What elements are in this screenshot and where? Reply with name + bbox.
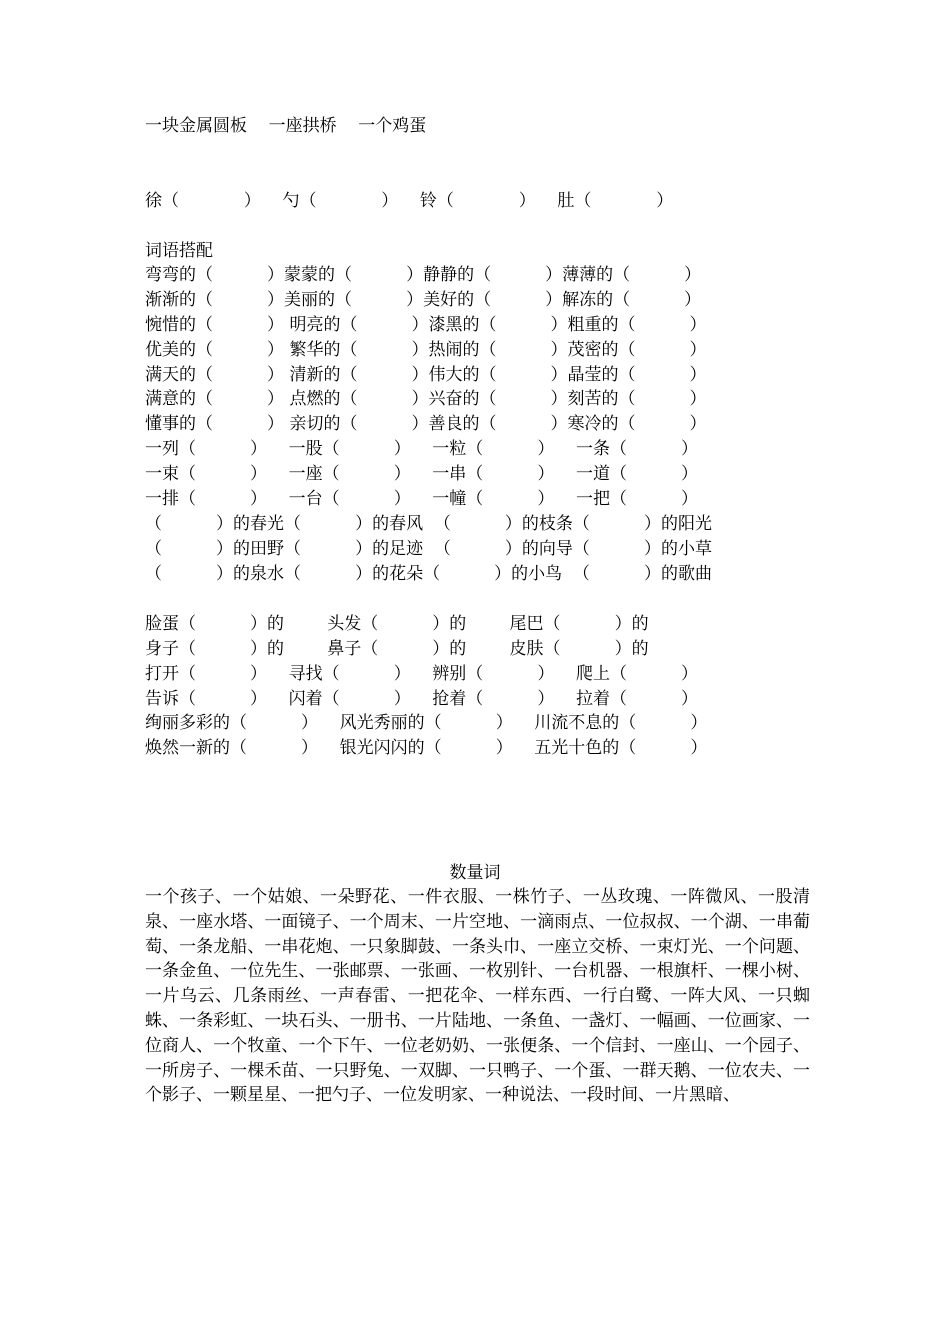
word-matching-row: 满天的（ ） 清新的（ ）伟大的（ ）晶莹的（ ） (145, 365, 707, 385)
noun-de-row: 脸蛋（ ）的 头发（ ）的 尾巴（ ）的 (145, 614, 649, 634)
noun-de-row: 身子（ ）的 鼻子（ ）的 皮肤（ ）的 (145, 639, 649, 659)
measure-word-row: 一排（ ） 一台（ ） 一幢（ ） 一把（ ） (145, 489, 698, 509)
section-title: 数量词 (449, 863, 501, 883)
adjective-noun-row: （ ）的田野（ ）的足迹 （ ）的向导（ ）的小草 (145, 539, 712, 559)
measure-word-row: 一列（ ） 一股（ ） 一粒（ ） 一条（ ） (145, 439, 698, 459)
verb-object-row: 打开（ ） 寻找（ ） 辨别（ ） 爬上（ ） (145, 664, 698, 684)
word-matching-row: 渐渐的（ ）美丽的（ ）美好的（ ）解冻的（ ） (145, 290, 702, 310)
adjective-noun-row: （ ）的泉水（ ）的花朵（ ）的小鸟 （ ）的歌曲 (145, 564, 712, 584)
idiom-row: 绚丽多彩的（ ） 风光秀丽的（ ） 川流不息的（ ） (145, 713, 708, 733)
verb-object-row: 告诉（ ） 闪着（ ） 抢着（ ） 拉着（ ） (145, 689, 698, 709)
word-matching-heading: 词语搭配 (145, 241, 213, 261)
word-matching-row: 惋惜的（ ） 明亮的（ ）漆黑的（ ）粗重的（ ） (145, 315, 707, 335)
word-matching-row: 懂事的（ ） 亲切的（ ）善良的（ ）寒冷的（ ） (145, 414, 707, 434)
idiom-row: 焕然一新的（ ） 银光闪闪的（ ） 五光十色的（ ） (145, 738, 708, 758)
measure-word-row: 一束（ ） 一座（ ） 一串（ ） 一道（ ） (145, 464, 698, 484)
word-matching-row: 弯弯的（ ）蒙蒙的（ ）静静的（ ）薄薄的（ ） (145, 265, 702, 285)
measure-word-paragraph: 一个孩子、一个姑娘、一朵野花、一件衣服、一株竹子、一丛玫瑰、一阵微风、一股清泉、一座水塔、一面镜子、一个周末、一片空地、一滴雨点、一位叔叔、一个湖、一串葡萄、一条龙船、一串花炮、一只象脚鼓、一条头巾、一座立交桥、一束灯光、一个问题、一条金鱼、一位先生、一张邮票、一张画、一枚别针、一台机器、一根旗杆、一棵小树、一片乌云、几条雨丝、一声春雷、一把花伞、一样东西、一行白鹭、一阵大风、一只蜘蛛、一条彩虹、一块石头、一册书、一片陆地、一条鱼、一盏灯、一幅画、一位画家、一位商人、一个牧童、一个下午、一位老奶奶、一张便条、一个信封、一座山、一个园子、一所房子、一棵禾苗、一只野兔、一双脚、一只鸭子、一个蛋、一群天鹅、一位农夫、一个影子、一颗星星、一把勺子、一位发明家、一种说法、一段时间、一片黑暗、 (145, 887, 810, 1106)
char-fill-line: 徐（ ） 勺（ ） 铃（ ） 肚（ ） (145, 191, 674, 211)
adjective-noun-row: （ ）的春光（ ）的春风 （ ）的枝条（ ）的阳光 (145, 514, 712, 534)
word-matching-row: 满意的（ ） 点燃的（ ）兴奋的（ ）刻苦的（ ） (145, 389, 707, 409)
word-matching-row: 优美的（ ） 繁华的（ ）热闹的（ ）茂密的（ ） (145, 340, 707, 360)
objects-line: 一块金属圆板 一座拱桥 一个鸡蛋 (145, 116, 427, 136)
